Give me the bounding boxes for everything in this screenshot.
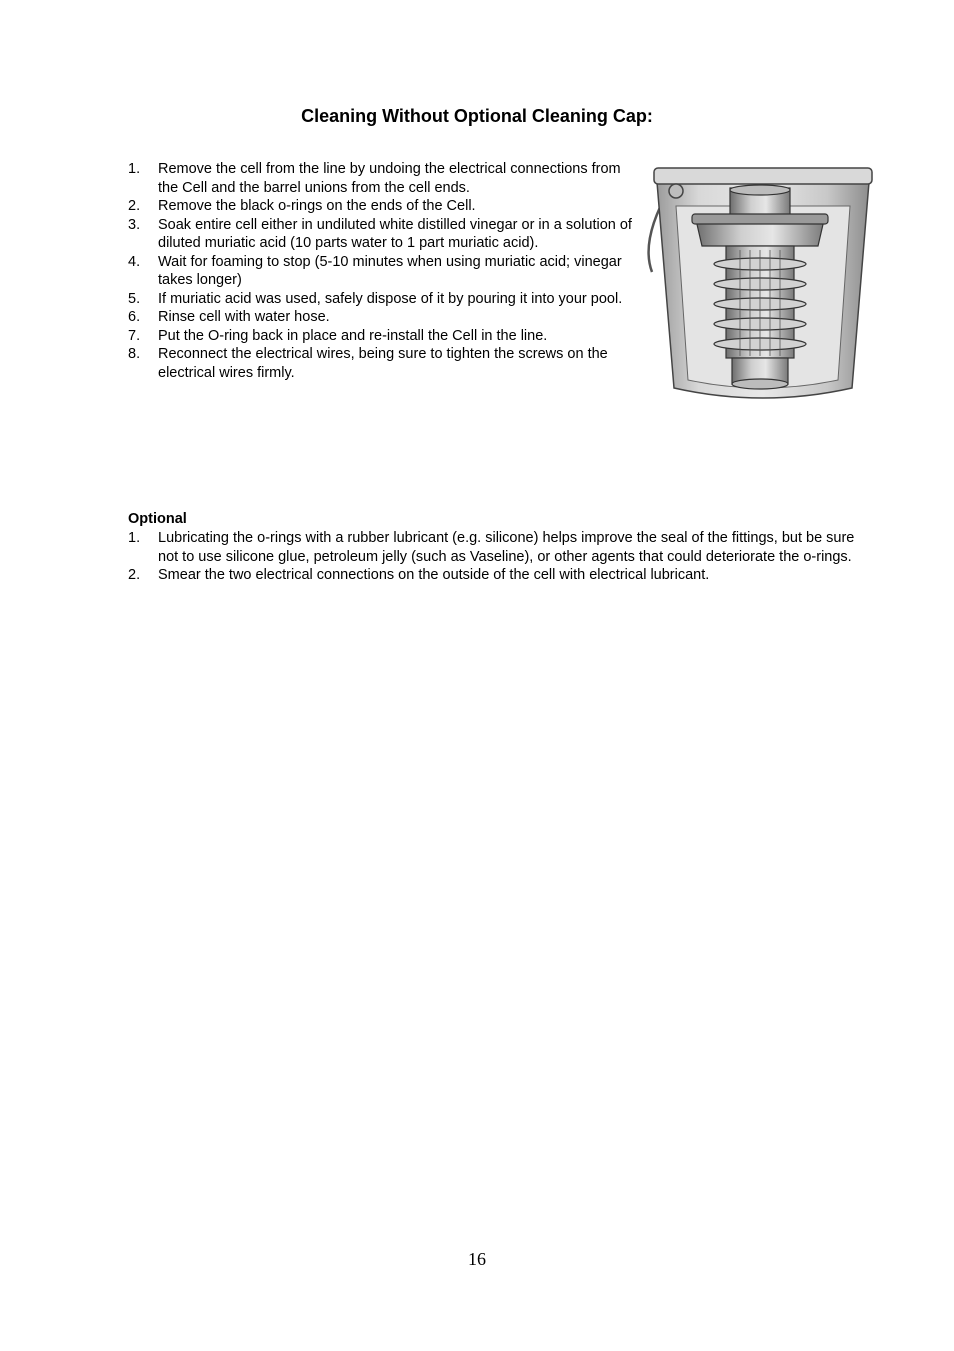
item-text: Reconnect the electrical wires, being sure to tighten the screws on the electrical wires firmly. — [158, 346, 608, 381]
list-item — [128, 253, 640, 290]
list-item — [128, 216, 640, 253]
list-item — [128, 529, 878, 566]
item-text: Wait for foaming to stop (5-10 minutes when using muriatic acid; vinegar takes longer) — [158, 253, 622, 288]
list-item — [128, 290, 640, 309]
page-title: Cleaning Without Optional Cleaning Cap: — [301, 106, 653, 126]
item-text: If muriatic acid was used, safely dispose of it by pouring it into your pool. — [158, 290, 623, 307]
cell-in-bucket-illustration — [640, 160, 876, 410]
item-text: Remove the cell from the line by undoing the electrical connections from the Cell and the barrel unions from the cell ends. — [158, 161, 621, 196]
item-number: 3. — [128, 216, 141, 233]
item-text: Rinse cell with water hose. — [158, 309, 330, 325]
list-item — [128, 566, 878, 585]
handle-pivot — [669, 184, 683, 198]
optional-steps-list — [128, 529, 878, 585]
list-item — [128, 160, 640, 197]
page-number: 16 — [468, 1249, 486, 1269]
item-text: Remove the black o-rings on the ends of the Cell. — [158, 198, 476, 214]
bucket-rim — [654, 168, 872, 184]
item-number: 7. — [128, 327, 141, 344]
item-number: 1. — [128, 161, 141, 177]
item-number: 2. — [128, 567, 141, 583]
item-number: 2. — [128, 198, 141, 214]
optional-heading: Optional — [128, 511, 187, 527]
list-item — [128, 345, 640, 382]
item-text: Soak entire cell either in undiluted white distilled vinegar or in a solution of diluted muriatic acid (10 parts water to 1 part muriatic acid). — [158, 216, 632, 251]
item-text: Lubricating the o-rings with a rubber lubricant (e.g. silicone) helps improve the seal of the fittings, but be sure not to use silicone glue, petroleum jelly (such as Vaseline), or other agents that could deteriorate the o-rings. — [158, 530, 855, 565]
cleaning-steps-list — [128, 160, 640, 382]
item-text: Put the O-ring back in place and re-install the Cell in the line. — [158, 327, 548, 344]
bucket-illustration — [640, 160, 876, 410]
list-item — [128, 197, 640, 216]
item-text: Smear the two electrical connections on the outside of the cell with electrical lubricant. — [158, 567, 710, 583]
item-number: 4. — [128, 253, 141, 270]
item-number: 5. — [128, 290, 141, 307]
item-number: 8. — [128, 346, 141, 362]
item-number: 6. — [128, 309, 141, 325]
item-number: 1. — [128, 530, 141, 546]
list-item — [128, 327, 640, 346]
list-item — [128, 308, 640, 327]
